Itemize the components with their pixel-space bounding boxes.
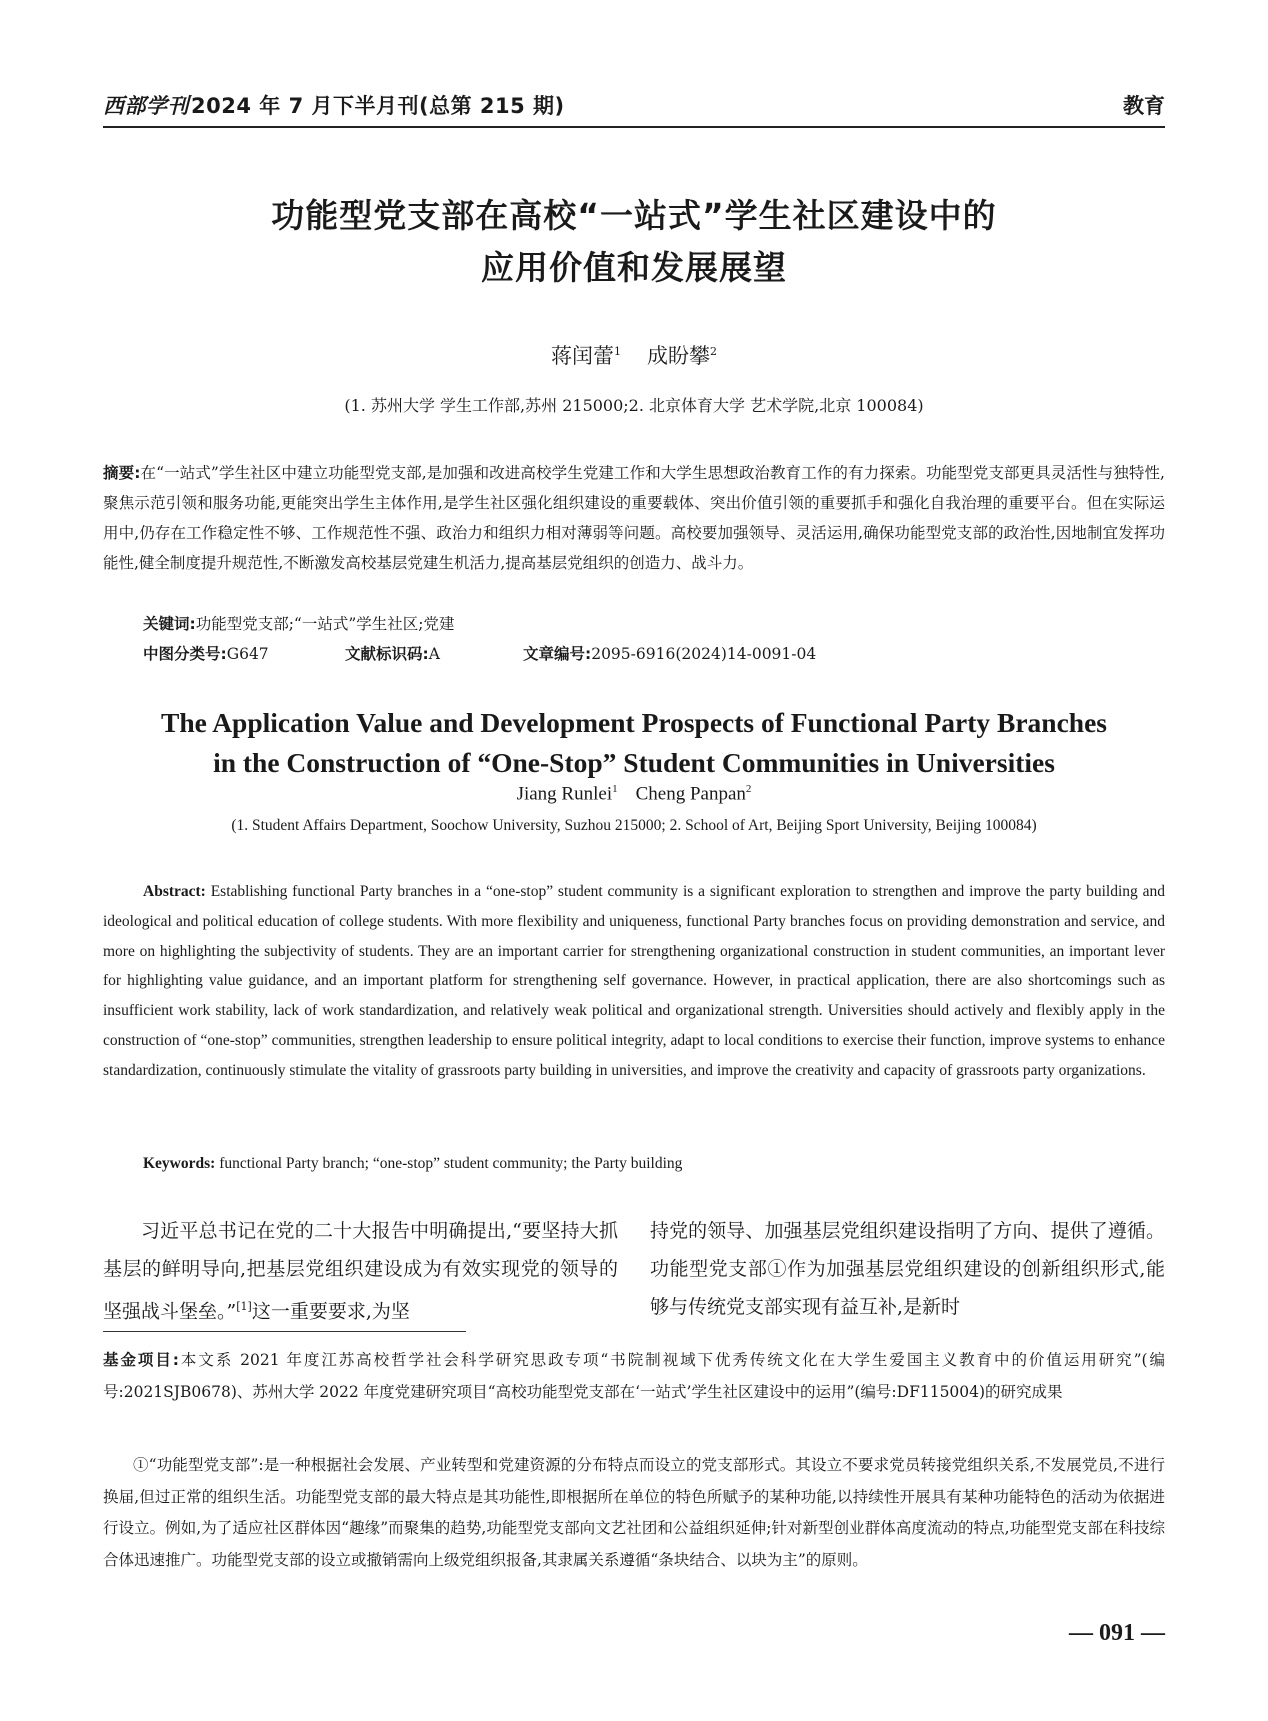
- chinese-abstract-label: 摘要:: [103, 464, 141, 482]
- author-2-cn: 成盼攀: [647, 344, 710, 368]
- author-1-en: Jiang Runlei: [516, 783, 613, 805]
- chinese-authors: [0, 340, 1268, 370]
- english-abstract: [103, 877, 1165, 1086]
- issue-label: 2024 年 7 月下半月刊(总第 215 期): [191, 94, 565, 118]
- english-abstract-label: Abstract:: [143, 883, 206, 900]
- body-left-text: 习近平总书记在党的二十大报告中明确提出,“要坚持大抓基层的鲜明导向,把基层党组织建设成为有效实现党的领导的坚强战斗堡垒。”: [103, 1220, 618, 1323]
- chinese-abstract: [103, 458, 1165, 578]
- chinese-affiliation: (1. 苏州大学 学生工作部,苏州 215000;2. 北京体育大学 艺术学院,北京 100084): [344, 396, 924, 415]
- english-abstract-text: Establishing functional Party branches in a “one-stop” student community is a significant exploration to strengthen and improve the party building and ideological and political education of college students. With more flexibility and uniqueness, functional Party branches focus on providing demonstration and service, and more on highlighting the subjectivity of students. They are an important carrier for strengthening organizational construction in student communities, an important lever for highlighting value guidance, and an important platform for strengthening self governance. However, in practical application, there are also shortcomings such as insufficient work stability, lack of work standardization, and relatively weak political and organizational strength. Universities should actively and flexibly apply in the construction of “one-stop” communities, strengthen leadership to ensure political integrity, adapt to local conditions to exercise their function, improve systems to enhance standardization, continuously stimulate the vitality of grassroots party building in universities, and improve the creativity and capacity of grassroots party organizations.: [103, 883, 1165, 1079]
- author-1-cn: 蒋闰蕾: [551, 344, 614, 368]
- page-number: — 091 —: [1069, 1620, 1165, 1646]
- english-title-line1: The Application Value and Development Prospects of Functional Party Branches: [161, 707, 1107, 738]
- citation-ref: [1]: [236, 1300, 252, 1313]
- english-keywords-label: Keywords:: [143, 1155, 216, 1172]
- chinese-keywords-label: 关键词:: [143, 615, 196, 633]
- section-label: 教育: [1123, 94, 1165, 118]
- english-authors: [0, 783, 1268, 805]
- chinese-keywords-text: 功能型党支部;“一站式”学生社区;党建: [195, 615, 455, 633]
- doc-label: 文献标识码:: [345, 645, 429, 663]
- author-2-en-affil-mark: 2: [745, 783, 752, 795]
- classification-line: [143, 642, 1165, 664]
- fund-text: 本文系 2021 年度江苏高校哲学社会科学研究思政专项“书院制视域下优秀传统文化在大学生爱国主义教育中的价值运用研究”(编号:2021SJB0678)、苏州大学 2022 年度党建研究项目“高校功能型党支部在‘一站式’学生社区建设中的运用”(编号:DF115004)的研究成果: [103, 1351, 1166, 1401]
- english-title-line2: in the Construction of “One-Stop” Student Communities in Universities: [213, 747, 1055, 778]
- clc-value: G647: [226, 645, 269, 663]
- chinese-keywords: [143, 612, 1165, 634]
- chinese-title-line2: 应用价值和发展展望: [481, 248, 787, 287]
- footnote-1: ①“功能型党支部”:是一种根据社会发展、产业转型和党建资源的分布特点而设立的党支部形式。其设立不要求党员转接党组织关系,不发展党员,不进行换届,但过正常的组织生活。功能型党支部的最大特点是其功能性,即根据所在单位的特色所赋予的某种功能,以持续性开展具有某种功能特色的活动为依据进行设立。例如,为了适应社区群体因“趣缘”而聚集的趋势,功能型党支部向文艺社团和公益组织延伸;针对新型创业群体高度流动的特点,功能型党支部在科技综合体迅速推广。功能型党支部的设立或撤销需向上级党组织报备,其隶属关系遵循“条块结合、以块为主”的原则。: [103, 1456, 1165, 1569]
- english-keywords: [143, 1155, 1165, 1173]
- author-1-cn-affil-mark: 1: [614, 345, 621, 358]
- author-2-en: Cheng Panpan: [635, 783, 746, 805]
- chinese-title-line1: 功能型党支部在高校“一站式”学生社区建设中的: [271, 196, 997, 235]
- document-code: [345, 642, 523, 664]
- chinese-abstract-text: 在“一站式”学生社区中建立功能型党支部,是加强和改进高校学生党建工作和大学生思想政治教育工作的有力探索。功能型党支部更具灵活性与独特性,聚焦示范引领和服务功能,更能突出学生主体作用,是学生社区强化组织建设的重要载体、突出价值引领的重要抓手和强化自我治理的重要平台。但在实际运用中,仍存在工作稳定性不够、工作规范性不强、政治力和组织力相对薄弱等问题。高校要加强领导、灵活运用,确保功能型党支部的政治性,因地制宜发挥功能性,健全制度提升规范性,不断激发高校基层党建生机活力,提高基层党组织的创造力、战斗力。: [103, 464, 1165, 572]
- body-left-text-2: 这一重要要求,为坚: [251, 1300, 410, 1323]
- article-value: 2095-6916(2024)14-0091-04: [591, 645, 817, 663]
- footnote-rule: [103, 1331, 466, 1332]
- english-keywords-text: functional Party branch; “one-stop” student community; the Party building: [219, 1155, 683, 1172]
- article-number: [523, 642, 816, 664]
- author-2-cn-affil-mark: 2: [710, 345, 717, 358]
- journal-issue: [103, 90, 565, 120]
- fund-label: 基金项目:: [103, 1351, 179, 1369]
- article-label: 文章编号:: [523, 645, 592, 663]
- doc-value: A: [428, 645, 440, 663]
- clc-number: [143, 642, 345, 664]
- english-title: [0, 703, 1268, 783]
- body-column-right: 持党的领导、加强基层党组织建设指明了方向、提供了遵循。功能型党支部①作为加强基层党组织建设的创新组织形式,能够与传统党支部实现有益互补,是新时: [650, 1220, 1165, 1318]
- author-1-en-affil-mark: 1: [612, 783, 618, 795]
- english-affiliation: (1. Student Affairs Department, Soochow University, Suzhou 215000; 2. School of Art, Beijing Sport University, Beijing 100084): [231, 817, 1037, 834]
- chinese-title: [0, 190, 1268, 294]
- running-header: [103, 90, 1165, 124]
- header-rule: [103, 126, 1165, 128]
- body-column-left: [103, 1212, 618, 1330]
- journal-logo: 西部学刊: [103, 93, 189, 118]
- clc-label: 中图分类号:: [143, 645, 227, 663]
- fund-note: [103, 1345, 1165, 1408]
